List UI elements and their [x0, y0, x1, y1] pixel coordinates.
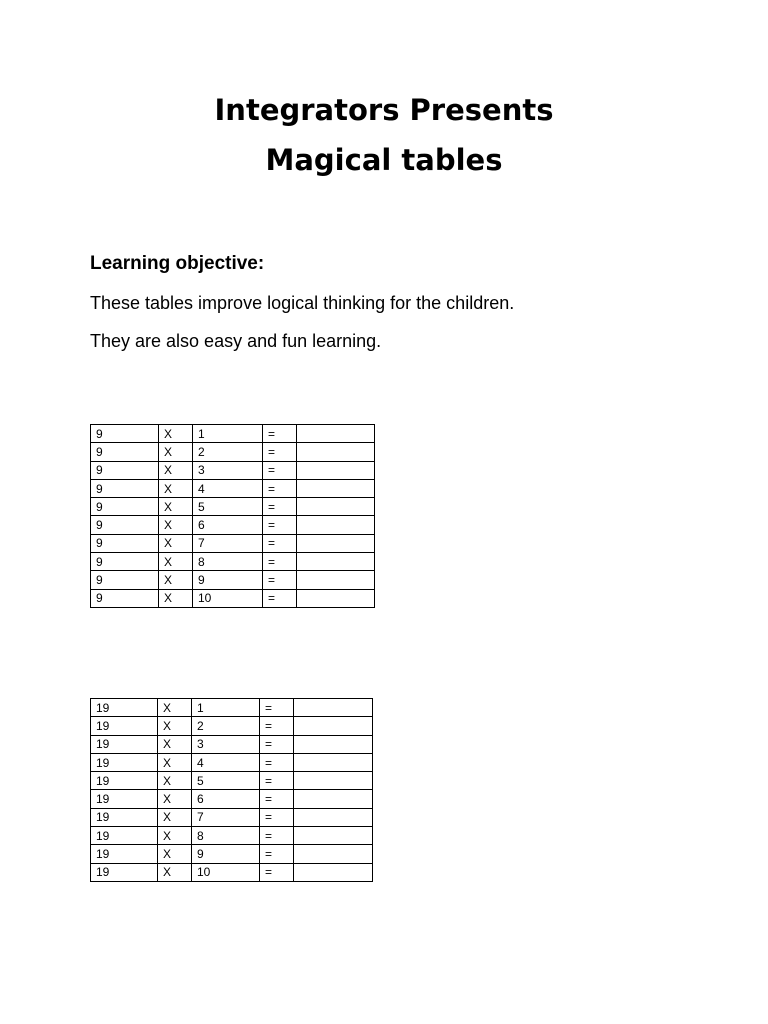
answer-cell[interactable] [297, 571, 375, 589]
equals-cell: = [260, 845, 294, 863]
answer-cell[interactable] [294, 863, 373, 881]
table-row [91, 717, 373, 735]
multiplicand-cell: 9 [91, 589, 159, 607]
operator-cell: X [159, 443, 193, 461]
operator-cell: X [159, 479, 193, 497]
table-row [91, 699, 373, 717]
multiplier-cell: 4 [193, 479, 263, 497]
operator-cell: X [158, 699, 192, 717]
equals-cell: = [263, 461, 297, 479]
answer-cell[interactable] [297, 534, 375, 552]
page-subtitle: Magical tables [265, 143, 503, 177]
multiplier-cell: 6 [192, 790, 260, 808]
page-title: Integrators Presents [214, 93, 554, 127]
equals-cell: = [263, 589, 297, 607]
equals-cell: = [263, 479, 297, 497]
equals-cell: = [260, 790, 294, 808]
table-row [91, 589, 375, 607]
multiplier-cell: 9 [192, 845, 260, 863]
operator-cell: X [159, 589, 193, 607]
equals-cell: = [263, 571, 297, 589]
multiplicand-cell: 19 [91, 717, 158, 735]
equals-cell: = [263, 425, 297, 443]
multiplier-cell: 10 [193, 589, 263, 607]
table-row [91, 479, 375, 497]
operator-cell: X [159, 516, 193, 534]
table-row [91, 498, 375, 516]
multiplicand-cell: 19 [91, 790, 158, 808]
operator-cell: X [158, 790, 192, 808]
equals-cell: = [260, 827, 294, 845]
multiplicand-cell: 9 [91, 516, 159, 534]
operator-cell: X [159, 425, 193, 443]
multiplier-cell: 5 [193, 498, 263, 516]
answer-cell[interactable] [297, 516, 375, 534]
multiplier-cell: 4 [192, 753, 260, 771]
answer-cell[interactable] [297, 479, 375, 497]
operator-cell: X [158, 827, 192, 845]
multiplicand-cell: 9 [91, 461, 159, 479]
multiplicand-cell: 19 [91, 808, 158, 826]
answer-cell[interactable] [294, 845, 373, 863]
operator-cell: X [159, 461, 193, 479]
answer-cell[interactable] [294, 772, 373, 790]
multiplier-cell: 10 [192, 863, 260, 881]
multiplier-cell: 6 [193, 516, 263, 534]
multiplicand-cell: 19 [91, 827, 158, 845]
table-row [91, 753, 373, 771]
multiplier-cell: 2 [193, 443, 263, 461]
table-row [91, 790, 373, 808]
answer-cell[interactable] [294, 790, 373, 808]
multiplier-cell: 3 [192, 735, 260, 753]
equals-cell: = [260, 863, 294, 881]
table-row [91, 516, 375, 534]
operator-cell: X [159, 498, 193, 516]
operator-cell: X [159, 571, 193, 589]
equals-cell: = [263, 443, 297, 461]
table-row [91, 553, 375, 571]
equals-cell: = [260, 772, 294, 790]
table-row [91, 845, 373, 863]
equals-cell: = [260, 808, 294, 826]
operator-cell: X [158, 753, 192, 771]
answer-cell[interactable] [297, 461, 375, 479]
answer-cell[interactable] [294, 808, 373, 826]
answer-cell[interactable] [294, 735, 373, 753]
objective-text-1: These tables improve logical thinking for the children. [90, 293, 515, 313]
multiplicand-cell: 19 [91, 772, 158, 790]
operator-cell: X [158, 808, 192, 826]
multiplier-cell: 5 [192, 772, 260, 790]
table-row [91, 461, 375, 479]
answer-cell[interactable] [297, 498, 375, 516]
operator-cell: X [158, 717, 192, 735]
multiplier-cell: 2 [192, 717, 260, 735]
answer-cell[interactable] [294, 699, 373, 717]
table-row [91, 863, 373, 881]
operator-cell: X [158, 772, 192, 790]
operator-cell: X [159, 534, 193, 552]
multiplicand-cell: 19 [91, 753, 158, 771]
answer-cell[interactable] [294, 827, 373, 845]
multiplicand-cell: 19 [91, 863, 158, 881]
equals-cell: = [260, 735, 294, 753]
multiplicand-cell: 9 [91, 534, 159, 552]
operator-cell: X [158, 735, 192, 753]
multiplicand-cell: 9 [91, 425, 159, 443]
multiplicand-cell: 9 [91, 498, 159, 516]
multiplier-cell: 8 [192, 827, 260, 845]
multiplicand-cell: 9 [91, 553, 159, 571]
multiplicand-cell: 9 [91, 443, 159, 461]
table-row [91, 772, 373, 790]
objective-heading: Learning objective: [90, 253, 265, 274]
equals-cell: = [263, 516, 297, 534]
equals-cell: = [263, 498, 297, 516]
multiplier-cell: 8 [193, 553, 263, 571]
operator-cell: X [158, 863, 192, 881]
multiplier-cell: 3 [193, 461, 263, 479]
times-table-19 [90, 698, 373, 882]
table-row [91, 808, 373, 826]
times-table-9 [90, 424, 375, 608]
operator-cell: X [158, 845, 192, 863]
equals-cell: = [263, 534, 297, 552]
multiplicand-cell: 9 [91, 479, 159, 497]
multiplier-cell: 1 [192, 699, 260, 717]
multiplier-cell: 9 [193, 571, 263, 589]
equals-cell: = [260, 699, 294, 717]
table-row [91, 443, 375, 461]
answer-cell[interactable] [294, 753, 373, 771]
multiplicand-cell: 19 [91, 699, 158, 717]
table-row [91, 571, 375, 589]
answer-cell[interactable] [297, 425, 375, 443]
table-row [91, 425, 375, 443]
answer-cell[interactable] [294, 717, 373, 735]
operator-cell: X [159, 553, 193, 571]
equals-cell: = [263, 553, 297, 571]
equals-cell: = [260, 753, 294, 771]
answer-cell[interactable] [297, 443, 375, 461]
multiplicand-cell: 19 [91, 845, 158, 863]
multiplier-cell: 7 [193, 534, 263, 552]
multiplicand-cell: 9 [91, 571, 159, 589]
table-row [91, 827, 373, 845]
answer-cell[interactable] [297, 589, 375, 607]
equals-cell: = [260, 717, 294, 735]
table-row [91, 534, 375, 552]
multiplier-cell: 1 [193, 425, 263, 443]
multiplicand-cell: 19 [91, 735, 158, 753]
objective-text-2: They are also easy and fun learning. [90, 331, 382, 351]
answer-cell[interactable] [297, 553, 375, 571]
table-row [91, 735, 373, 753]
multiplier-cell: 7 [192, 808, 260, 826]
